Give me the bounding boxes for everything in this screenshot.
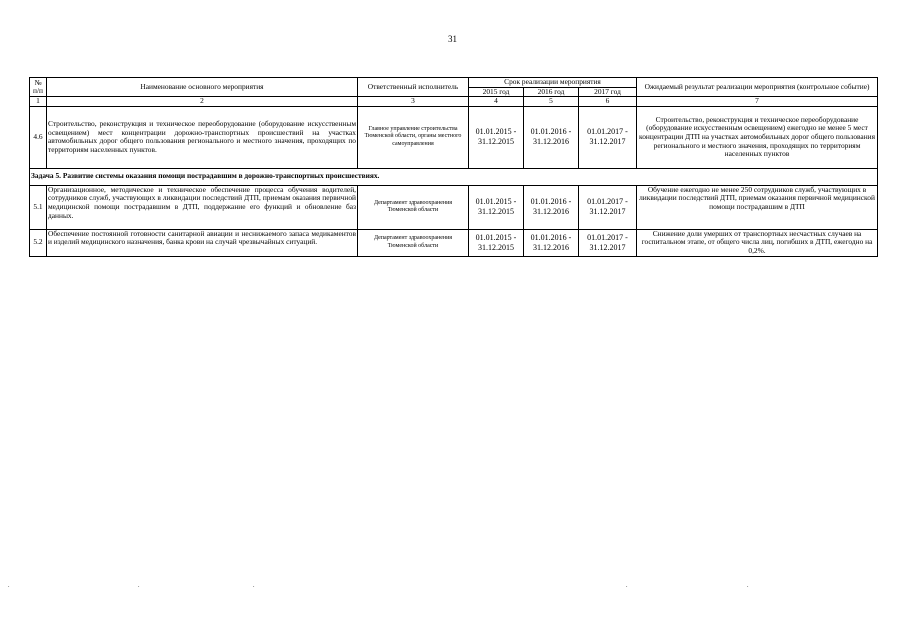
header-executor: Ответственный исполнитель bbox=[358, 78, 469, 97]
column-number: 4 bbox=[469, 97, 524, 107]
header-year-2017: 2017 год bbox=[579, 87, 637, 97]
column-number: 6 bbox=[579, 97, 637, 107]
header-period: Срок реализации мероприятия bbox=[469, 78, 637, 88]
row-result: Строительство, реконструкция и техническое переоборудование (оборудование искусственным освещением) ежегодно не менее 5 мест концентрации ДТП на участках автомобильных дорог общего пользования регионального и местного значения, проходящих по территориям населенных пунктов bbox=[637, 106, 878, 168]
header-name: Наименование основного мероприятия bbox=[47, 78, 358, 97]
header-num: № п/п bbox=[30, 78, 47, 97]
task-title: Задача 5. Развитие системы оказания помощи пострадавшим в дорожно-транспортных происшествиях. bbox=[30, 168, 878, 185]
header-year-2016: 2016 год bbox=[524, 87, 579, 97]
row-num: 5.2 bbox=[30, 229, 47, 256]
header-result: Ожидаемый результат реализации мероприятия (контрольное событие) bbox=[637, 78, 878, 97]
row-result: Обучение ежегодно не менее 250 сотрудников служб, участвующих в ликвидации последствий ДТП, приемам оказания первичной медицинской помощи пострадавшим в ДТП bbox=[639, 185, 875, 211]
table-header-row bbox=[30, 78, 878, 88]
task-row bbox=[30, 168, 878, 185]
row-date-2015: 01.01.2015 - 31.12.2015 bbox=[469, 229, 524, 256]
row-result: Снижение доли умерших от транспортных несчастных случаев на госпитальном этапе, от общего числа лиц, погибших в ДТП, ежегодно на 0,2%. bbox=[641, 229, 873, 255]
row-result-cell bbox=[637, 229, 878, 256]
header-year-2015: 2015 год bbox=[469, 87, 524, 97]
row-name: Строительство, реконструкция и техническое переоборудование (оборудование искусственным освещением) мест концентрации дорожно-транспортных происшествий на участках автомобильных дорог общего пользования регионального и местного значения, проходящих по территориям населенных пунктов. bbox=[47, 106, 358, 168]
row-date-2016: 01.01.2016 - 31.12.2016 bbox=[524, 106, 579, 168]
row-date-2016: 01.01.2016 - 31.12.2016 bbox=[524, 185, 579, 229]
table-row bbox=[30, 229, 878, 256]
row-executor: Департамент здравоохранения Тюменской области bbox=[358, 185, 469, 229]
row-date-2016: 01.01.2016 - 31.12.2016 bbox=[524, 229, 579, 256]
column-number: 5 bbox=[524, 97, 579, 107]
column-number: 7 bbox=[637, 97, 878, 107]
row-date-2017: 01.01.2017 - 31.12.2017 bbox=[579, 185, 637, 229]
scan-speck: . bbox=[253, 583, 255, 589]
scan-speck: . bbox=[138, 583, 140, 589]
row-date-2015: 01.01.2015 - 31.12.2015 bbox=[469, 185, 524, 229]
row-name: Организационное, методическое и техническое обеспечение процесса обучения водителей, сотрудников служб, участвующих в ликвидации последствий ДТП, приемам оказания первичной медицинской помощи пострадавшим в ДТП, поддержание его функций и обновление баз данных. bbox=[48, 185, 356, 220]
column-number: 3 bbox=[358, 97, 469, 107]
row-name-cell bbox=[47, 229, 358, 256]
row-executor: Департамент здравоохранения Тюменской области bbox=[358, 229, 469, 256]
page-number: 31 bbox=[448, 34, 457, 44]
table-row bbox=[30, 185, 878, 229]
row-executor: Главное управление строительства Тюменской области, органы местного самоуправления bbox=[358, 106, 469, 168]
row-num: 5.1 bbox=[30, 185, 47, 229]
row-date-2015: 01.01.2015 - 31.12.2015 bbox=[469, 106, 524, 168]
row-result-cell bbox=[637, 185, 878, 229]
scan-speck: . bbox=[8, 583, 10, 589]
scan-speck: . bbox=[747, 583, 749, 589]
column-number: 2 bbox=[47, 97, 358, 107]
activities-table bbox=[29, 77, 878, 257]
table-row bbox=[30, 106, 878, 168]
column-number: 1 bbox=[30, 97, 47, 107]
row-date-2017: 01.01.2017 - 31.12.2017 bbox=[579, 229, 637, 256]
row-num: 4.6 bbox=[30, 106, 47, 168]
column-number-row bbox=[30, 97, 878, 107]
scan-speck: . bbox=[626, 583, 628, 589]
row-date-2017: 01.01.2017 - 31.12.2017 bbox=[579, 106, 637, 168]
row-name-cell bbox=[47, 185, 358, 229]
row-name: Обеспечение постоянной готовности санитарной авиации и неснижаемого запаса медикаментов и изделий медицинского назначения, банка крови на случай чрезвычайных ситуаций. bbox=[48, 229, 356, 247]
